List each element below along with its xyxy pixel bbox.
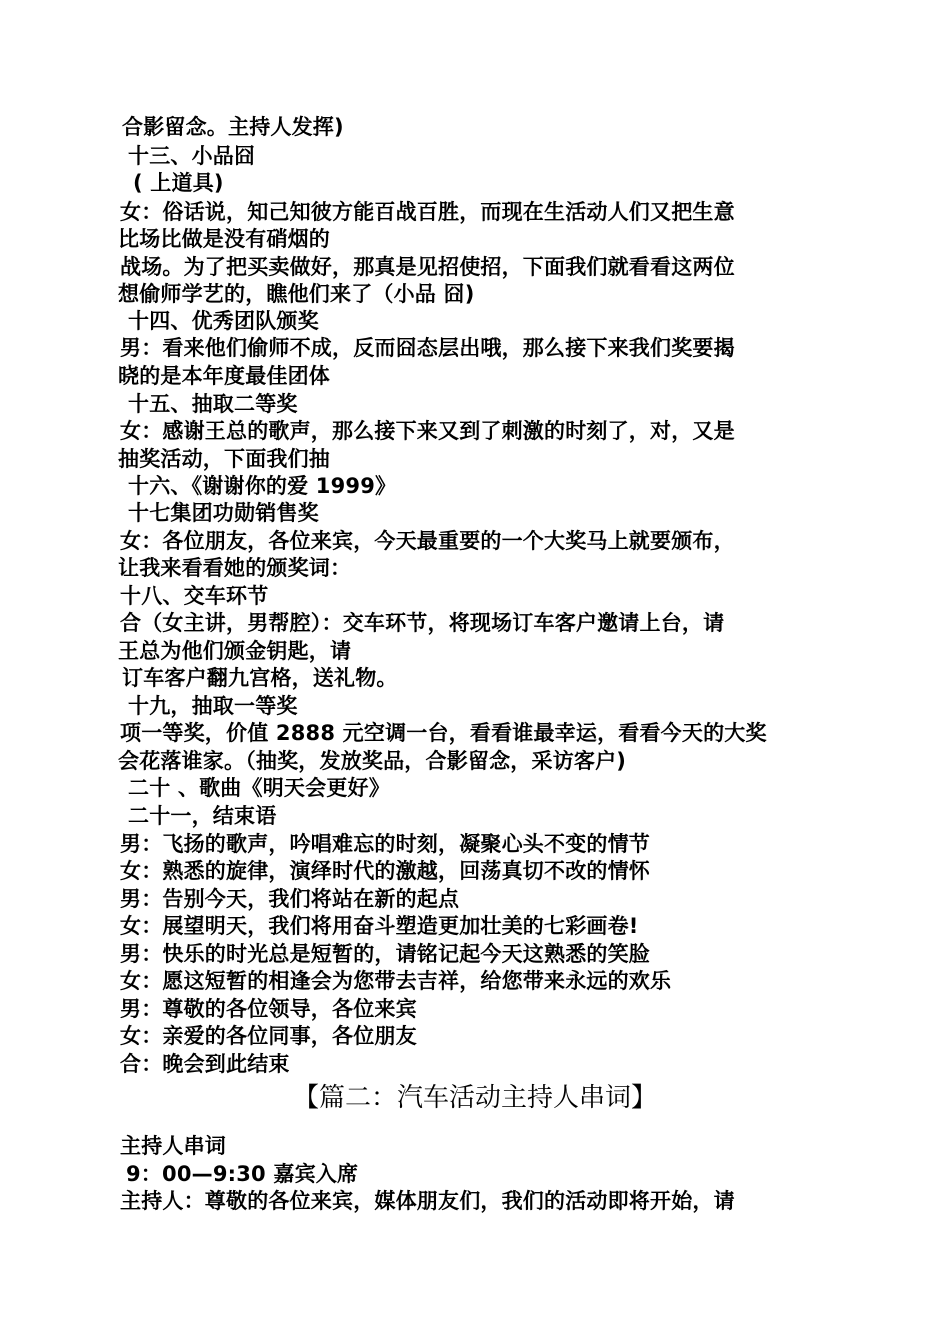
- text-line: 女：俗话说，知己知彼方能百战百胜，而现在生活动人们又把生意: [120, 200, 735, 224]
- section-title: 二十 、歌曲《明天会更好》: [128, 776, 390, 800]
- subsection-title: 主持人串词: [120, 1134, 226, 1158]
- text-line: 抽奖活动，下面我们抽: [118, 447, 330, 471]
- dialogue-line: 女：熟悉的旋律，演绎时代的激越，回荡真切不改的情怀: [120, 859, 650, 883]
- text-line: 想偷师学艺的，瞧他们来了（小品 囧): [118, 282, 475, 306]
- dialogue-line: 女：愿这短暂的相逢会为您带去吉祥，给您带来永远的欢乐: [120, 969, 672, 993]
- section-title: 十五、抽取二等奖: [128, 392, 298, 416]
- schedule-line: 9：00—9:30 嘉宾入席: [126, 1162, 359, 1186]
- dialogue-line: 男：飞扬的歌声，吟唱难忘的时刻，凝聚心头不变的情节: [120, 832, 650, 856]
- text-line: 订车客户翻九宫格，送礼物。: [122, 666, 398, 690]
- text-line: 主持人：尊敬的各位来宾，媒体朋友们，我们的活动即将开始，请: [120, 1189, 735, 1213]
- section-title: 十七集团功勋销售奖: [128, 501, 319, 525]
- section-title: 十三、小品囧: [128, 144, 256, 168]
- text-line: 王总为他们颁金钥匙，请: [118, 639, 352, 663]
- dialogue-line: 女：亲爱的各位同事，各位朋友: [120, 1024, 417, 1048]
- section-title: 十九，抽取一等奖: [128, 694, 298, 718]
- dialogue-line: 男：尊敬的各位领导，各位来宾: [120, 997, 417, 1021]
- section-title: 十六、《谢谢你的爱 1999》: [128, 474, 397, 498]
- text-line: 晓的是本年度最佳团体: [118, 364, 330, 388]
- text-line: 合（女主讲，男帮腔）：交车环节，将现场订车客户邀请上台，请: [120, 611, 725, 635]
- text-line: 会花落谁家。（抽奖，发放奖品，合影留念，采访客户): [118, 749, 627, 773]
- dialogue-line: 男：告别今天，我们将站在新的起点: [120, 887, 460, 911]
- text-line: 项一等奖，价值 2888 元空调一台，看看谁最幸运，看看今天的大奖: [120, 721, 767, 745]
- text-line: 比场比做是没有硝烟的: [118, 227, 330, 251]
- text-line: 让我来看看她的颁奖词：: [118, 556, 352, 580]
- dialogue-line: 合：晚会到此结束: [120, 1052, 290, 1076]
- section-title: 二十一，结束语: [128, 804, 277, 828]
- text-line: 合影留念。主持人发挥): [122, 115, 344, 139]
- dialogue-line: 女：展望明天，我们将用奋斗塑造更加壮美的七彩画卷!: [120, 914, 639, 938]
- text-line: 男：看来他们偷师不成，反而囧态层出哦，那么接下来我们奖要揭: [120, 336, 735, 360]
- text-line: ( 上道具): [133, 171, 224, 195]
- text-line: 战场。为了把买卖做好，那真是见招使招，下面我们就看看这两位: [120, 255, 735, 279]
- text-line: 女：感谢王总的歌声，那么接下来又到了刺激的时刻了，对，又是: [120, 419, 735, 443]
- text-line: 女：各位朋友，各位来宾，今天最重要的一个大奖马上就要颁布，: [120, 529, 735, 553]
- section-title: 十四、优秀团队颁奖: [128, 309, 319, 333]
- section-title: 十八、交车环节: [120, 584, 269, 608]
- section-heading: 【篇二：汽车活动主持人串词】: [292, 1083, 657, 1113]
- dialogue-line: 男：快乐的时光总是短暂的，请铭记起今天这熟悉的笑脸: [120, 942, 650, 966]
